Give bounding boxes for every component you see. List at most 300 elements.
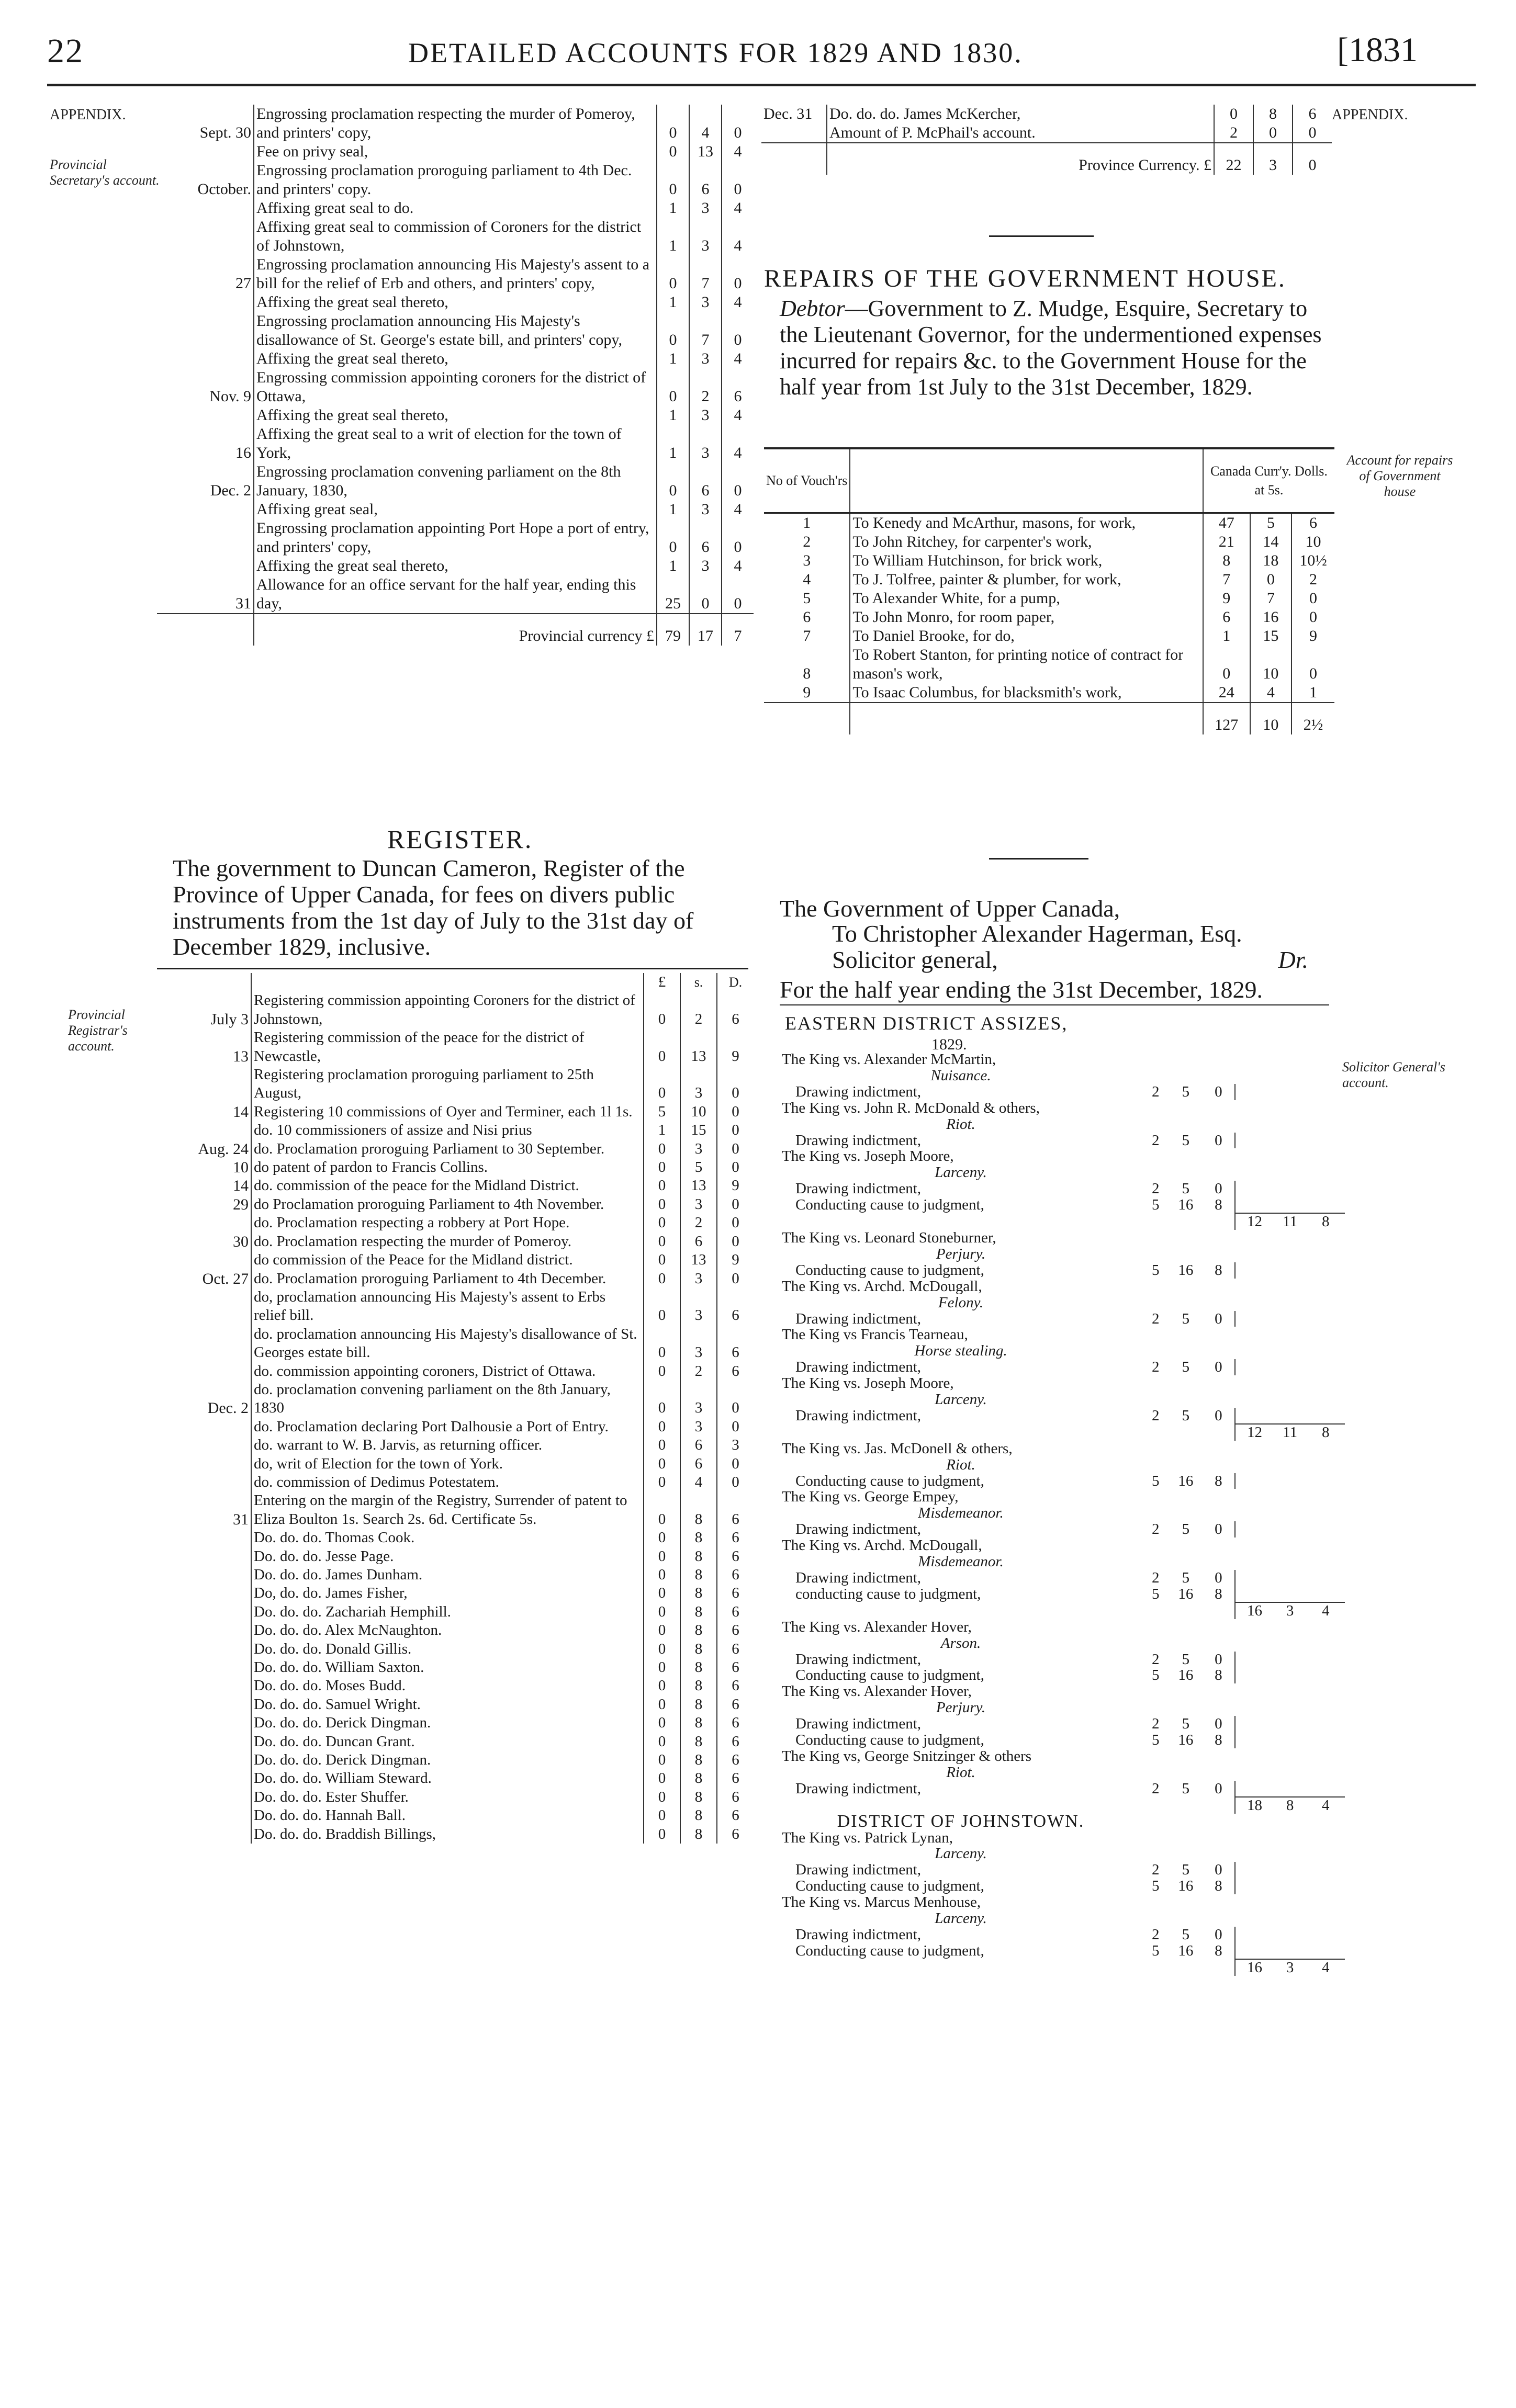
empty-cell — [1307, 1732, 1345, 1748]
entry-description: Affixing great seal to do. — [254, 199, 657, 218]
fee-shillings: 5 — [1182, 1310, 1190, 1327]
empty-cell — [1274, 1554, 1307, 1570]
amount-pounds: 8 — [1203, 551, 1250, 570]
subtotal-shillings: 3 — [1274, 1959, 1307, 1976]
register-entry — [173, 1603, 754, 1621]
fee-description: Conducting cause to judgment, — [795, 1942, 984, 1959]
empty-cell — [1142, 1068, 1169, 1084]
solicitor-intro-3: For the half year ending the 31st December, 1829. — [780, 976, 1263, 1003]
case-heading — [780, 1052, 1345, 1068]
amount-shillings: 5 — [1250, 513, 1292, 533]
entry-date — [157, 142, 254, 161]
empty-cell — [1142, 1635, 1169, 1652]
amount-pence: 0 — [734, 275, 742, 292]
fee-pence: 0 — [1202, 1862, 1235, 1878]
entry-date: Nov. 9 — [209, 388, 251, 405]
fee-shillings: 16 — [1178, 1878, 1194, 1895]
fee-item — [780, 1473, 1345, 1489]
fee-pence: 0 — [1202, 1570, 1235, 1586]
empty-cell — [1307, 1375, 1345, 1392]
amount-pence: 9 — [732, 1047, 739, 1065]
empty-cell — [1202, 1100, 1235, 1116]
case-name: The King vs. Alexander Hover, — [782, 1618, 972, 1635]
fee-pence: 0 — [1202, 1521, 1235, 1537]
entry-date — [157, 519, 254, 557]
empty-cell — [1274, 1748, 1307, 1765]
empty-cell — [1274, 1862, 1307, 1878]
entry-description: Do. do. do. Jesse Page. — [251, 1547, 644, 1566]
empty-cell — [1169, 1213, 1202, 1230]
entry-description: To John Monro, for room paper, — [850, 608, 1203, 627]
debtor-label: Debtor — [780, 296, 845, 321]
secretary-entry — [157, 312, 754, 349]
fee-item — [780, 1878, 1345, 1894]
empty-cell — [1235, 1521, 1273, 1537]
empty-cell — [1235, 1700, 1273, 1716]
amount-shillings: 3 — [680, 1325, 717, 1362]
amount-pounds: 0 — [1214, 105, 1253, 123]
repair-entry — [764, 513, 1334, 533]
total-pence: 7 — [722, 614, 754, 646]
repairs-intro — [780, 296, 1329, 400]
amount-pence: 0 — [732, 1103, 739, 1120]
amount-pence: 0 — [734, 482, 742, 499]
empty-cell — [1202, 1554, 1235, 1570]
empty-cell — [1169, 1441, 1202, 1457]
empty-cell — [1274, 1473, 1307, 1489]
case-heading — [780, 1148, 1345, 1165]
empty-cell — [1202, 1343, 1235, 1359]
amount-pounds: 1 — [657, 293, 689, 312]
amount-shillings: 7 — [1250, 589, 1292, 608]
entry-description: Affixing the great seal to a writ of election for the town of York, — [254, 425, 657, 462]
entry-description: To Daniel Brooke, for do, — [850, 627, 1203, 646]
amount-shillings: 6 — [689, 519, 722, 557]
fee-pence: 8 — [1202, 1586, 1235, 1602]
entry-date: 3 — [803, 552, 811, 569]
empty-cell — [1307, 1781, 1345, 1797]
amount-shillings: 2 — [689, 368, 722, 406]
entry-date — [173, 1418, 251, 1436]
fee-item — [780, 1943, 1345, 1959]
fee-description: Conducting cause to judgment, — [795, 1878, 984, 1895]
amount-shillings: 8 — [680, 1769, 717, 1788]
empty-cell — [1235, 1732, 1273, 1748]
empty-cell — [1235, 1327, 1273, 1343]
secretary-note: Provincial Secretary's account. — [50, 157, 160, 188]
amount-pounds: 1 — [644, 1121, 680, 1139]
entry-description: do. commission of Dedimus Potestatem. — [251, 1473, 644, 1491]
entry-description: do patent of pardon to Francis Collins. — [251, 1158, 644, 1177]
amount-pence: 0 — [1309, 590, 1317, 607]
amount-shillings: 8 — [680, 1677, 717, 1695]
entry-date — [157, 557, 254, 575]
entry-description: Engrossing proclamation appointing Port Hope a port of entry, and printers' copy, — [254, 519, 657, 557]
offense-name: Larceny. — [935, 1391, 987, 1408]
entry-date — [173, 1769, 251, 1788]
fee-item — [780, 1521, 1345, 1537]
entry-date — [173, 1436, 251, 1454]
fee-shillings: 5 — [1182, 1132, 1190, 1149]
amount-pounds: 0 — [644, 1177, 680, 1195]
empty-cell — [1274, 1846, 1307, 1862]
entry-date — [157, 218, 254, 255]
empty-cell — [1169, 1100, 1202, 1116]
eastern-district-heading: EASTERN DISTRICT ASSIZES, — [785, 1013, 1068, 1034]
total-pence: 0 — [1293, 143, 1332, 175]
entry-date: Aug. 24 — [198, 1140, 249, 1158]
register-entry — [173, 1418, 754, 1436]
entry-date: 29 — [233, 1195, 249, 1213]
amount-pounds: 0 — [657, 519, 689, 557]
empty-cell — [1202, 1068, 1235, 1084]
register-entry — [173, 1158, 754, 1177]
pounds-header: £ — [644, 973, 680, 991]
amount-pence: 6 — [732, 1566, 739, 1583]
case-heading — [780, 1830, 1345, 1846]
empty-cell — [1202, 1700, 1235, 1716]
empty-cell — [1142, 1910, 1169, 1927]
entry-description: Entering on the margin of the Registry, Surrender of patent to Eliza Boulton 1s. Search 2s. 6d. Certificate 5s. — [251, 1491, 644, 1529]
amount-shillings: 8 — [1253, 105, 1293, 123]
total-label: Province Currency. £ — [827, 143, 1214, 175]
empty-cell — [1274, 1148, 1307, 1165]
empty-cell — [1274, 1327, 1307, 1343]
amount-pounds: 0 — [644, 1473, 680, 1491]
empty-cell — [1142, 1700, 1169, 1716]
amount-pounds: 1 — [657, 406, 689, 425]
empty-cell — [1169, 1327, 1202, 1343]
amount-shillings: 8 — [680, 1529, 717, 1547]
amount-shillings: 8 — [680, 1714, 717, 1732]
appendix-note-right: APPENDIX. — [1332, 107, 1408, 123]
offense-name: Horse stealing. — [914, 1342, 1007, 1360]
amount-shillings: 8 — [680, 1603, 717, 1621]
total-pence: 2½ — [1292, 703, 1334, 734]
empty-cell — [1235, 1846, 1273, 1862]
solicitor-intro-1: The Government of Upper Canada, — [780, 895, 1120, 922]
empty-cell — [1169, 1683, 1202, 1700]
empty-cell — [1142, 1343, 1169, 1359]
fee-shillings: 5 — [1182, 1180, 1190, 1197]
solicitor-table — [780, 1052, 1345, 1976]
empty-cell — [1235, 1554, 1273, 1570]
empty-cell — [1274, 1732, 1307, 1748]
empty-cell — [1274, 1343, 1307, 1359]
entry-date — [173, 1066, 251, 1103]
empty-cell — [1274, 1133, 1307, 1149]
entry-description: Fee on privy seal, — [254, 142, 657, 161]
amount-pounds: 0 — [657, 161, 689, 199]
entry-description: Affixing the great seal thereto, — [254, 557, 657, 575]
empty-cell — [1202, 1894, 1235, 1910]
amount-shillings: 8 — [680, 1695, 717, 1714]
entry-description: Do. do. do. Donald Gillis. — [251, 1640, 644, 1658]
district-name: DISTRICT OF JOHNSTOWN. — [837, 1811, 1085, 1831]
entry-date — [157, 293, 254, 312]
secretary-entry — [157, 368, 754, 406]
entry-date — [157, 500, 254, 519]
amount-shillings: 3 — [680, 1195, 717, 1214]
empty-cell — [1169, 1748, 1202, 1765]
amount-pence: 6 — [732, 1529, 739, 1546]
empty-cell — [1307, 1100, 1345, 1116]
amount-pence: 1 — [1309, 684, 1317, 701]
register-entry — [173, 1825, 754, 1844]
entry-description: Do. do. do. Alex McNaughton. — [251, 1621, 644, 1640]
entry-date — [173, 1584, 251, 1602]
empty-cell — [1235, 1116, 1273, 1133]
entry-description: Do. do. do. Thomas Cook. — [251, 1529, 644, 1547]
amount-shillings: 3 — [689, 406, 722, 425]
amount-shillings: 4 — [680, 1473, 717, 1491]
amount-pence: 0 — [734, 595, 742, 612]
amount-shillings: 3 — [680, 1288, 717, 1325]
repair-entry — [764, 683, 1334, 703]
fee-pence: 0 — [1202, 1359, 1235, 1375]
amount-pence: 0 — [732, 1399, 739, 1417]
offense-label — [780, 1910, 1345, 1927]
entry-description: do. commission of the peace for the Midland District. — [251, 1177, 644, 1195]
amount-pounds: 0 — [644, 1566, 680, 1584]
fee-shillings: 16 — [1178, 1585, 1194, 1602]
entry-description: Do. do. do. Derick Dingman. — [251, 1714, 644, 1732]
empty-cell — [1274, 1878, 1307, 1894]
amount-pounds: 1 — [657, 500, 689, 519]
amount-pounds: 0 — [644, 1640, 680, 1658]
offense-label — [780, 1068, 1345, 1084]
entry-description: do. Proclamation proroguing Parliament to 30 September. — [251, 1140, 644, 1158]
fee-pounds: 2 — [1151, 1780, 1160, 1797]
amount-pounds: 0 — [644, 1806, 680, 1825]
empty-cell — [1307, 1619, 1345, 1635]
entry-date: July 3 — [210, 1010, 249, 1028]
empty-cell — [1274, 1652, 1307, 1668]
fee-item — [780, 1311, 1345, 1327]
amount-shillings: 3 — [689, 199, 722, 218]
amount-pence: 6 — [732, 1825, 739, 1842]
empty-cell — [1274, 1246, 1307, 1262]
empty-cell — [1307, 1635, 1345, 1652]
entry-description: Do. do. do. Braddish Billings, — [251, 1825, 644, 1844]
fee-pounds: 2 — [1151, 1310, 1160, 1327]
amount-pence: 0 — [734, 331, 742, 348]
empty-cell — [1307, 1052, 1345, 1068]
amount-pence: 0 — [732, 1159, 739, 1176]
amount-pence: 4 — [734, 444, 742, 461]
total-row — [764, 703, 1334, 734]
fee-pounds: 2 — [1151, 1132, 1160, 1149]
register-entry — [173, 1714, 754, 1732]
entry-description: do Proclamation proroguing Parliament to 4th November. — [251, 1195, 644, 1214]
fee-description: Drawing indictment, — [795, 1407, 922, 1424]
amount-pounds: 0 — [644, 1251, 680, 1269]
solicitor-intro-2 — [832, 921, 1329, 973]
case-name: The King vs. Jas. McDonell & others, — [782, 1440, 1013, 1457]
case-name: The King vs, George Snitzinger & others — [782, 1747, 1032, 1765]
subtotal-pounds: 12 — [1235, 1213, 1273, 1230]
fee-description: Drawing indictment, — [795, 1359, 922, 1376]
entry-date: 14 — [233, 1103, 249, 1121]
empty-cell — [1142, 1602, 1169, 1619]
fee-item — [780, 1652, 1345, 1668]
subtotal-row — [780, 1959, 1345, 1976]
registrar-note: Provincial Registrar's account. — [68, 1007, 128, 1054]
empty-cell — [1274, 1295, 1307, 1311]
entry-date — [173, 1806, 251, 1825]
empty-cell — [1274, 1927, 1307, 1943]
empty-cell — [1274, 1489, 1307, 1505]
amount-pence: 10 — [1305, 533, 1321, 550]
empty-cell — [1235, 1473, 1273, 1489]
case-heading — [780, 1537, 1345, 1554]
subtotal-shillings: 11 — [1274, 1424, 1307, 1441]
empty-cell — [1235, 1748, 1273, 1765]
amount-pounds: 1 — [657, 218, 689, 255]
amount-pounds: 0 — [1203, 646, 1250, 683]
empty-cell — [1274, 1830, 1307, 1846]
offense-name: Riot. — [946, 1115, 975, 1133]
fee-shillings: 5 — [1182, 1569, 1190, 1586]
fee-pence: 8 — [1202, 1262, 1235, 1279]
empty-cell — [1307, 1165, 1345, 1181]
amount-pence: 0 — [732, 1418, 739, 1435]
fee-pounds: 2 — [1151, 1180, 1160, 1197]
empty-cell — [1307, 1586, 1345, 1602]
entry-date: 14 — [233, 1177, 249, 1195]
fee-pounds: 5 — [1151, 1667, 1160, 1684]
empty-cell — [780, 1959, 1142, 1976]
register-entry — [173, 1751, 754, 1769]
fee-shillings: 16 — [1178, 1732, 1194, 1749]
amount-pounds: 6 — [1203, 608, 1250, 627]
empty-cell — [1142, 1148, 1169, 1165]
amount-pence: 6 — [732, 1733, 739, 1750]
amount-pounds: 0 — [644, 991, 680, 1028]
empty-cell — [1142, 1441, 1169, 1457]
amount-shillings: 8 — [680, 1491, 717, 1529]
offense-name: Larceny. — [935, 1845, 987, 1862]
offense-label — [780, 1554, 1345, 1570]
offense-label — [780, 1116, 1345, 1133]
entry-description: Do. do. do. Moses Budd. — [251, 1677, 644, 1695]
empty-cell — [1169, 1392, 1202, 1408]
register-entry — [173, 1028, 754, 1066]
entry-date — [173, 1733, 251, 1751]
entry-description: Affixing great seal, — [254, 500, 657, 519]
amount-pence: 6 — [732, 1788, 739, 1805]
amount-pence: 4 — [734, 199, 742, 217]
fee-description: Drawing indictment, — [795, 1715, 922, 1733]
register-entry — [173, 1788, 754, 1806]
empty-cell — [1142, 1959, 1169, 1976]
case-name: The King vs. George Empey, — [782, 1488, 959, 1506]
empty-cell — [1235, 1230, 1273, 1246]
subtotal-pence: 8 — [1307, 1424, 1345, 1441]
empty-cell — [780, 1213, 1142, 1230]
offense-label — [780, 1246, 1345, 1262]
amount-pounds: 1 — [657, 425, 689, 462]
fee-shillings: 5 — [1182, 1780, 1190, 1797]
empty-cell — [1142, 1846, 1169, 1862]
subtotal-shillings: 11 — [1274, 1213, 1307, 1230]
register-entry — [173, 1233, 754, 1251]
empty-cell — [1202, 1846, 1235, 1862]
empty-cell — [1235, 1635, 1273, 1652]
amount-pence: 0 — [732, 1214, 739, 1231]
empty-cell — [1274, 1052, 1307, 1068]
empty-cell — [1202, 1505, 1235, 1521]
empty-cell — [1274, 1262, 1307, 1279]
fee-pence: 0 — [1202, 1716, 1235, 1732]
empty-cell — [1274, 1765, 1307, 1781]
offense-name: Perjury. — [936, 1245, 986, 1262]
entry-date: 13 — [233, 1047, 249, 1065]
register-entry — [173, 1270, 754, 1288]
case-heading — [780, 1489, 1345, 1505]
currency-col-header: Canada Curr'y. Dolls. at 5s. — [1210, 463, 1328, 498]
shillings-header: s. — [680, 973, 717, 991]
amount-shillings: 10 — [1250, 646, 1292, 683]
empty-cell — [1274, 1068, 1307, 1084]
amount-pounds: 1 — [657, 349, 689, 368]
empty-cell — [1307, 1748, 1345, 1765]
fee-description: Conducting cause to judgment, — [795, 1261, 984, 1279]
secretary-entry — [157, 161, 754, 199]
empty-cell — [1202, 1295, 1235, 1311]
case-name: The King vs. Patrick Lynan, — [782, 1829, 953, 1846]
fee-shillings: 5 — [1182, 1861, 1190, 1879]
total-pounds: 79 — [657, 614, 689, 646]
offense-name: Perjury. — [936, 1699, 986, 1716]
empty-cell — [1307, 1279, 1345, 1295]
entry-date: Dec. 2 — [207, 1399, 249, 1417]
amount-shillings: 6 — [680, 1436, 717, 1454]
solicitor-intro-2-text: To Christopher Alexander Hagerman, Esq. Solicitor general, — [832, 920, 1242, 973]
entry-description: do. commission appointing coroners, District of Ottawa. — [251, 1362, 644, 1381]
empty-cell — [1274, 1165, 1307, 1181]
empty-cell — [1235, 1052, 1273, 1068]
amount-shillings: 4 — [689, 105, 722, 142]
amount-pence: 0 — [732, 1140, 739, 1157]
empty-cell — [1274, 1894, 1307, 1910]
total-spacer — [764, 703, 850, 734]
empty-cell — [1307, 1246, 1345, 1262]
empty-cell — [1202, 1814, 1235, 1830]
amount-pence: 6 — [732, 1677, 739, 1694]
amount-pence: 6 — [732, 1751, 739, 1769]
empty-cell — [1235, 1765, 1273, 1781]
empty-cell — [1235, 1343, 1273, 1359]
entry-description: Engrossing proclamation announcing His Majesty's assent to a bill for the relief of Erb and others, and printers' copy, — [254, 255, 657, 293]
register-intro: The government to Duncan Cameron, Register of the Province of Upper Canada, for fees on divers public instruments from the 1st day of July to the 31st day of December 1829, inclusive. — [173, 855, 694, 960]
fee-pence: 8 — [1202, 1943, 1235, 1959]
empty-cell — [1235, 1246, 1273, 1262]
entry-date — [173, 1751, 251, 1769]
fee-item — [780, 1667, 1345, 1683]
register-table — [173, 973, 754, 1844]
amount-pence: 4 — [734, 143, 742, 160]
fee-description: Drawing indictment, — [795, 1569, 922, 1586]
amount-pounds: 0 — [644, 1658, 680, 1677]
amount-pounds: 0 — [644, 1028, 680, 1066]
register-entry — [173, 1547, 754, 1566]
amount-pounds: 0 — [644, 1325, 680, 1362]
subtotal-row — [780, 1797, 1345, 1814]
offense-name: Felony. — [938, 1294, 984, 1311]
empty-cell — [1142, 1375, 1169, 1392]
register-entry — [173, 1491, 754, 1529]
